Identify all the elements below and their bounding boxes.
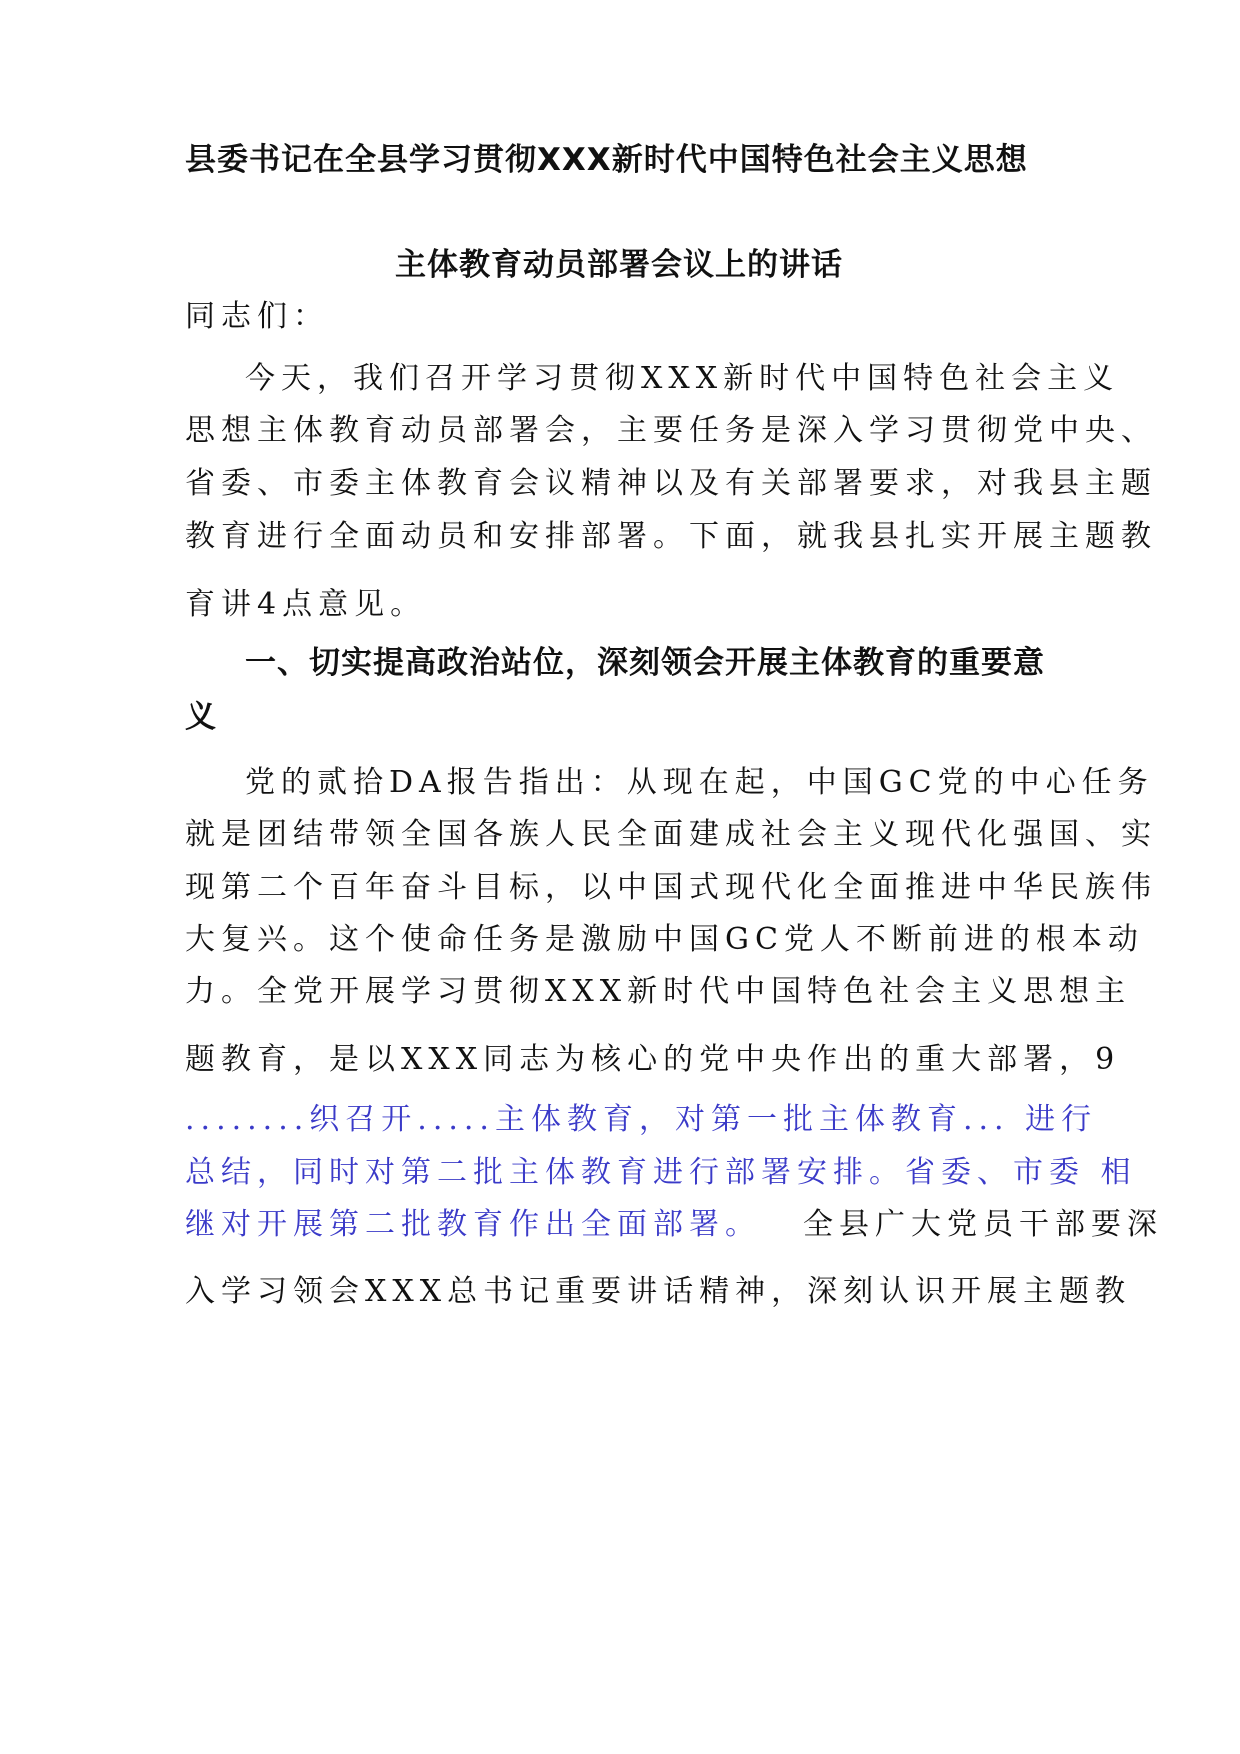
paragraph-2-line-1: 党的贰拾DA报告指出：从现在起，中国GC党的中心任务: [245, 765, 1154, 800]
paragraph-1-line-4: 教育进行全面动员和安排部署。下面，就我县扎实开展主题教: [185, 519, 1157, 554]
paragraph-2-line-3: 现第二个百年奋斗目标，以中国式现代化全面推进中华民族伟: [185, 870, 1157, 905]
paragraph-1-line-3: 省委、市委主体教育会议精神以及有关部署要求，对我县主题: [185, 466, 1157, 501]
paragraph-2-blue-line-1: ........织召开.....主体教育，对第一批主体教育... 进行: [185, 1102, 1098, 1137]
paragraph-2-line-6: 题教育，是以XXX同志为核心的党中央作出的重大部署，9: [185, 1042, 1121, 1077]
document-title-line-2: 主体教育动员部署会议上的讲话: [395, 247, 843, 283]
paragraph-2-line-2: 就是团结带领全国各族人民全面建成社会主义现代化强国、实: [185, 817, 1157, 852]
salutation: 同志们：: [185, 299, 329, 334]
paragraph-1-line-2: 思想主体教育动员部署会，主要任务是深入学习贯彻党中央、: [185, 413, 1157, 448]
document-title-line-1: 县委书记在全县学习贯彻XXX新时代中国特色社会主义思想: [185, 142, 1028, 178]
paragraph-1-line-1: 今天，我们召开学习贯彻XXX新时代中国特色社会主义: [245, 361, 1120, 396]
paragraph-2-line-5: 力。全党开展学习贯彻XXX新时代中国特色社会主义思想主: [185, 974, 1132, 1009]
paragraph-1-line-5: 育讲4点意见。: [185, 587, 427, 622]
section-1-heading-line-2: 义: [185, 699, 217, 735]
paragraph-2-blue-line-2: 总结，同时对第二批主体教育进行部署安排。省委、市委 相: [185, 1155, 1137, 1190]
paragraph-2-last-line: 入学习领会XXX总书记重要讲话精神，深刻认识开展主题教: [185, 1274, 1132, 1309]
paragraph-2-mixed-line: [185, 1205, 1163, 1245]
section-1-heading-line-1: 一、切实提高政治站位，深刻领会开展主体教育的重要意: [245, 645, 1045, 681]
paragraph-2-blue-line-3: 继对开展第二批教育作出全面部署。: [185, 1207, 761, 1242]
paragraph-2-tail-black: 全县广大党员干部要深: [803, 1207, 1163, 1242]
paragraph-2-line-4: 大复兴。这个使命任务是激励中国GC党人不断前进的根本动: [185, 922, 1144, 957]
